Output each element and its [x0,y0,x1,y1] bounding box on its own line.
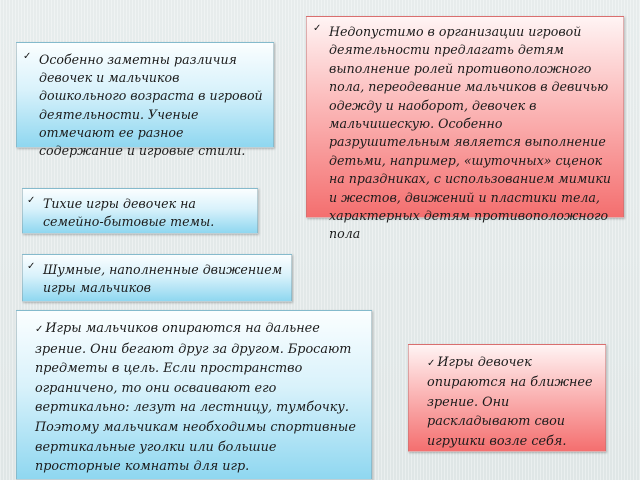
boys-vision-paragraph [35,319,363,477]
differences-text: Особенно заметны различия девочек и мальчиков дошкольного возраста в игровой деятельности. Ученые отмечают ее разное содержание и игровые стили. [39,52,263,159]
unacceptable-box [306,16,624,242]
boys-noisy-item [23,261,287,297]
differences-item [19,51,267,160]
differences-box [16,42,274,159]
girls-vision-paragraph [427,353,599,451]
checkmark-icon: ✓ [23,51,32,62]
checkmark-icon: ✓ [27,195,36,206]
unacceptable-text: Недопустимо в организации игровой деятельности предлагать детям выполнение ролей противоположного пола, переодевание мальчиков в девичью одежду и наоборот, девочек в мальчишескую. Особенно разрушительным является выполнение детьми, например, «шуточных» сценок на праздниках, с использованием мимики и жестов, движений и пластики тела, характерных детям противоположного пола [329,24,612,242]
checkmark-icon: ✓ [427,358,436,369]
checkmark-icon: ✓ [27,261,36,272]
boys-vision-box [16,310,372,480]
girls-quiet-games-box [22,188,258,234]
girls-quiet-item [23,195,253,231]
boys-noisy-games-box [22,254,292,302]
girls-quiet-text: Тихие игры девочек на семейно-бытовые темы. [43,196,215,230]
checkmark-icon: ✓ [35,324,44,335]
girls-vision-box [408,344,606,452]
boys-noisy-text: Шумные, наполненные движением игры мальчиков [43,262,283,296]
checkmark-icon: ✓ [313,23,322,34]
girls-vision-text: Игры девочек опираются на ближнее зрение. Они раскладывают свои игрушки возле себя. [427,355,593,449]
unacceptable-item [309,23,617,244]
boys-vision-text: Игры мальчиков опираются на дальнее зрение. Они бегают друг за другом. Бросают предметы в цель. Если пространство ограничено, то они осваивают его вертикально: лезут на лестницу, тумбочку. Поэтому мальчикам необходимы спортивные вертикальные уголки или большие просторные комнаты для игр. [35,321,356,475]
